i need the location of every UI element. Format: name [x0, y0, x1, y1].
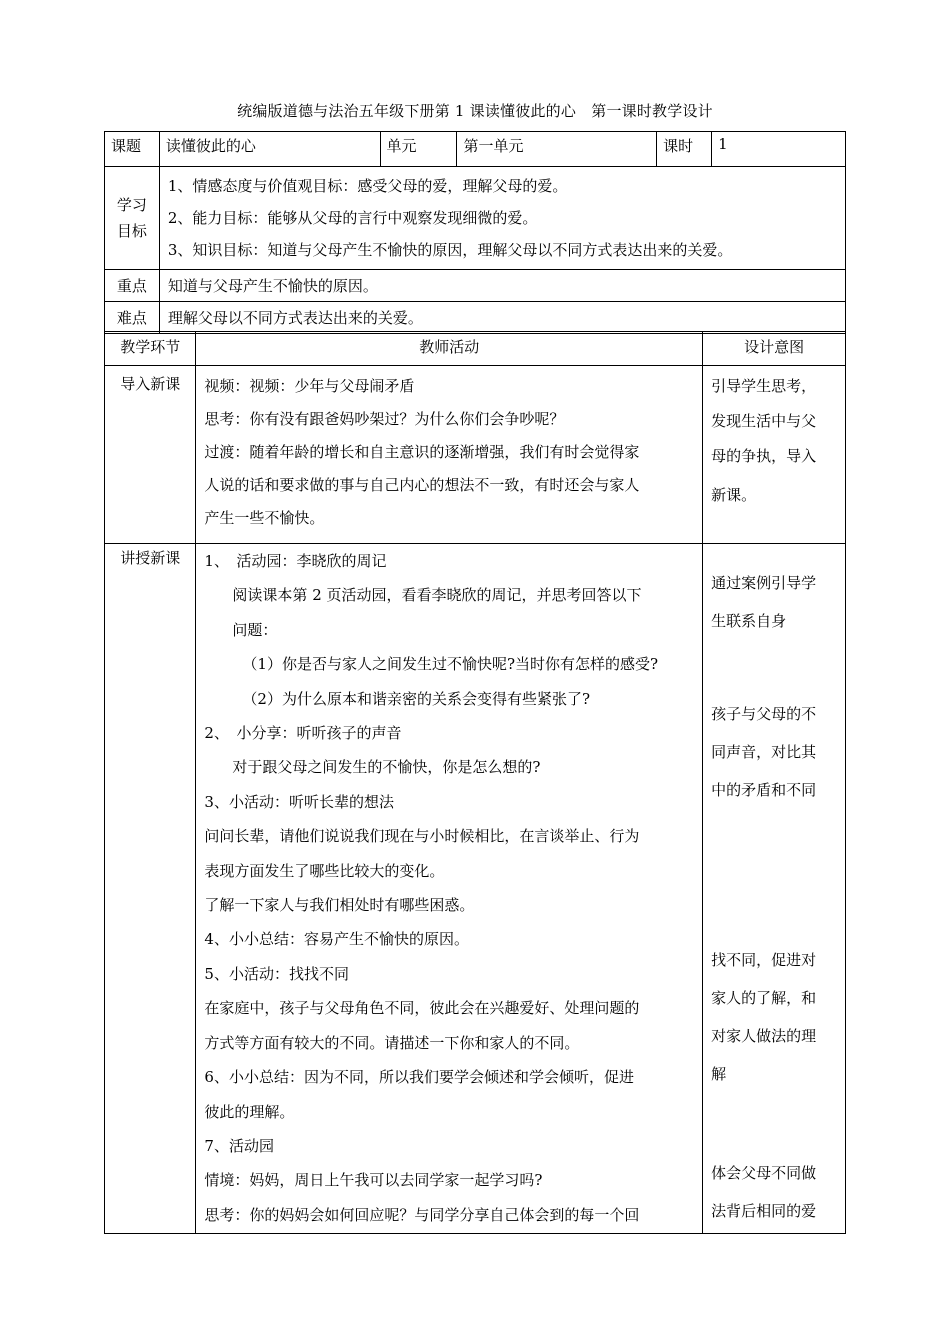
teach-line: 方式等方面有较大的不同。请描述一下你和家人的不同。: [204, 1033, 580, 1052]
intent-line: 体会父母不同做: [711, 1164, 817, 1182]
teach-line: 2、 小分享：听听孩子的声音: [204, 724, 402, 743]
teach-line: 彼此的理解。: [204, 1102, 295, 1121]
teach-line: 在家庭中，孩子与父母角色不同，彼此会在兴趣爱好、处理问题的: [204, 999, 640, 1018]
key-point-text: 知道与父母产生不愉快的原因。: [159, 270, 845, 302]
intro-line: 视频：视频：少年与父母闹矛盾: [204, 377, 415, 395]
difficulty-text: 理解父母以不同方式表达出来的关爱。: [159, 302, 845, 334]
unit-label: 单元: [380, 132, 457, 167]
goals-content: [159, 167, 845, 270]
activity-table: [104, 331, 846, 1234]
teach-line: 3、小活动：听听长辈的想法: [204, 792, 394, 811]
goal-item: 3、知识目标：知道与父母产生不愉快的原因，理解父母以不同方式表达出来的关爱。: [167, 241, 733, 259]
key-point-label: 重点: [105, 270, 160, 302]
teach-intent: [703, 544, 846, 1234]
intro-line: 思考：你有没有跟爸妈吵架过？为什么你们会争吵呢？: [204, 410, 565, 428]
teach-line: （2）为什么原本和谐亲密的关系会变得有些紧张了?: [242, 689, 591, 708]
teach-line: 4、小小总结：容易产生不愉快的原因。: [204, 930, 469, 949]
intent-line: 家人的了解，和: [711, 989, 817, 1007]
teach-line: 情境：妈妈，周日上午我可以去同学家一起学习吗?: [204, 1171, 543, 1190]
intro-intent-line: 母的争执，导入: [711, 447, 817, 465]
intent-line: 对家人做法的理: [711, 1027, 817, 1045]
unit-value: 第一单元: [457, 132, 657, 167]
goal-item: 2、能力目标：能够从父母的言行中观察发现细微的爱。: [167, 209, 538, 227]
intent-line: 中的矛盾和不同: [711, 781, 817, 799]
col-header-activity: 教师活动: [196, 332, 703, 366]
intent-group: [711, 941, 816, 1093]
teach-line: 问问长辈，请他们说说我们现在与小时候相比，在言谈举止、行为: [204, 827, 640, 846]
header-table: [104, 131, 846, 334]
teach-line: 阅读课本第 2 页活动园，看看李晓欣的周记，并思考回答以下: [232, 586, 642, 605]
intent-line: 同声音，对比其: [711, 743, 817, 761]
intro-intent-line: 引导学生思考，: [711, 377, 817, 395]
intent-group: [711, 564, 816, 640]
intent-line: 解: [711, 1065, 727, 1083]
teach-line: （1）你是否与家人之间发生过不愉快呢?当时你有怎样的感受?: [242, 655, 659, 674]
teach-stage: 讲授新课: [105, 544, 196, 1234]
teach-line: 表现方面发生了哪些比较大的变化。: [204, 861, 445, 880]
intro-line: 过渡：随着年龄的增长和自主意识的逐渐增强，我们有时会觉得家: [204, 443, 640, 461]
goals-label-line: 目标: [116, 222, 147, 240]
intent-line: 生联系自身: [711, 612, 787, 630]
teach-line: 问题：: [232, 620, 278, 639]
intro-line: 人说的话和要求做的事与自己内心的想法不一致，有时还会与家人: [204, 476, 640, 494]
difficulty-label: 难点: [105, 302, 160, 334]
teach-line: 对于跟父母之间发生的不愉快，你是怎么想的?: [232, 758, 541, 777]
intent-line: 孩子与父母的不: [711, 705, 817, 723]
intent-line: 通过案例引导学: [711, 574, 817, 592]
goals-label-line: 学习: [116, 196, 147, 214]
teach-activity: [196, 544, 703, 1234]
document-title: 统编版道德与法治五年级下册第 1 课读懂彼此的心 第一课时教学设计: [237, 102, 713, 120]
teach-line: 5、小活动：找找不同: [204, 964, 349, 983]
goal-item: 1、情感态度与价值观目标：感受父母的爱，理解父母的爱。: [167, 177, 568, 195]
teach-line: 了解一下家人与我们相处时有哪些困惑。: [204, 896, 475, 915]
intro-intent-line: 发现生活中与父: [711, 412, 817, 430]
intro-line: 产生一些不愉快。: [204, 509, 325, 527]
teach-line: 思考：你的妈妈会如何回应呢？与同学分享自己体会到的每一个回: [204, 1205, 640, 1224]
intent-line: 法背后相同的爱: [711, 1202, 817, 1220]
col-header-intent: 设计意图: [703, 332, 846, 366]
intent-group: [711, 1154, 816, 1230]
period-value: 1: [712, 132, 846, 167]
goals-label: [105, 167, 160, 270]
intent-group: [711, 695, 816, 809]
topic-value: 读懂彼此的心: [159, 132, 380, 167]
intro-stage: 导入新课: [105, 366, 196, 544]
period-label: 课时: [657, 132, 712, 167]
intro-intent: [703, 366, 846, 544]
topic-label: 课题: [105, 132, 160, 167]
intro-activity: [196, 366, 703, 544]
intro-intent-line: 新课。: [711, 486, 757, 504]
col-header-stage: 教学环节: [105, 332, 196, 366]
teach-line: 7、活动园: [204, 1136, 274, 1155]
intent-line: 找不同，促进对: [711, 951, 817, 969]
teach-line: 6、小小总结：因为不同，所以我们要学会倾述和学会倾听，促进: [204, 1068, 634, 1087]
teach-line: 1、 活动园：李晓欣的周记: [204, 552, 387, 570]
